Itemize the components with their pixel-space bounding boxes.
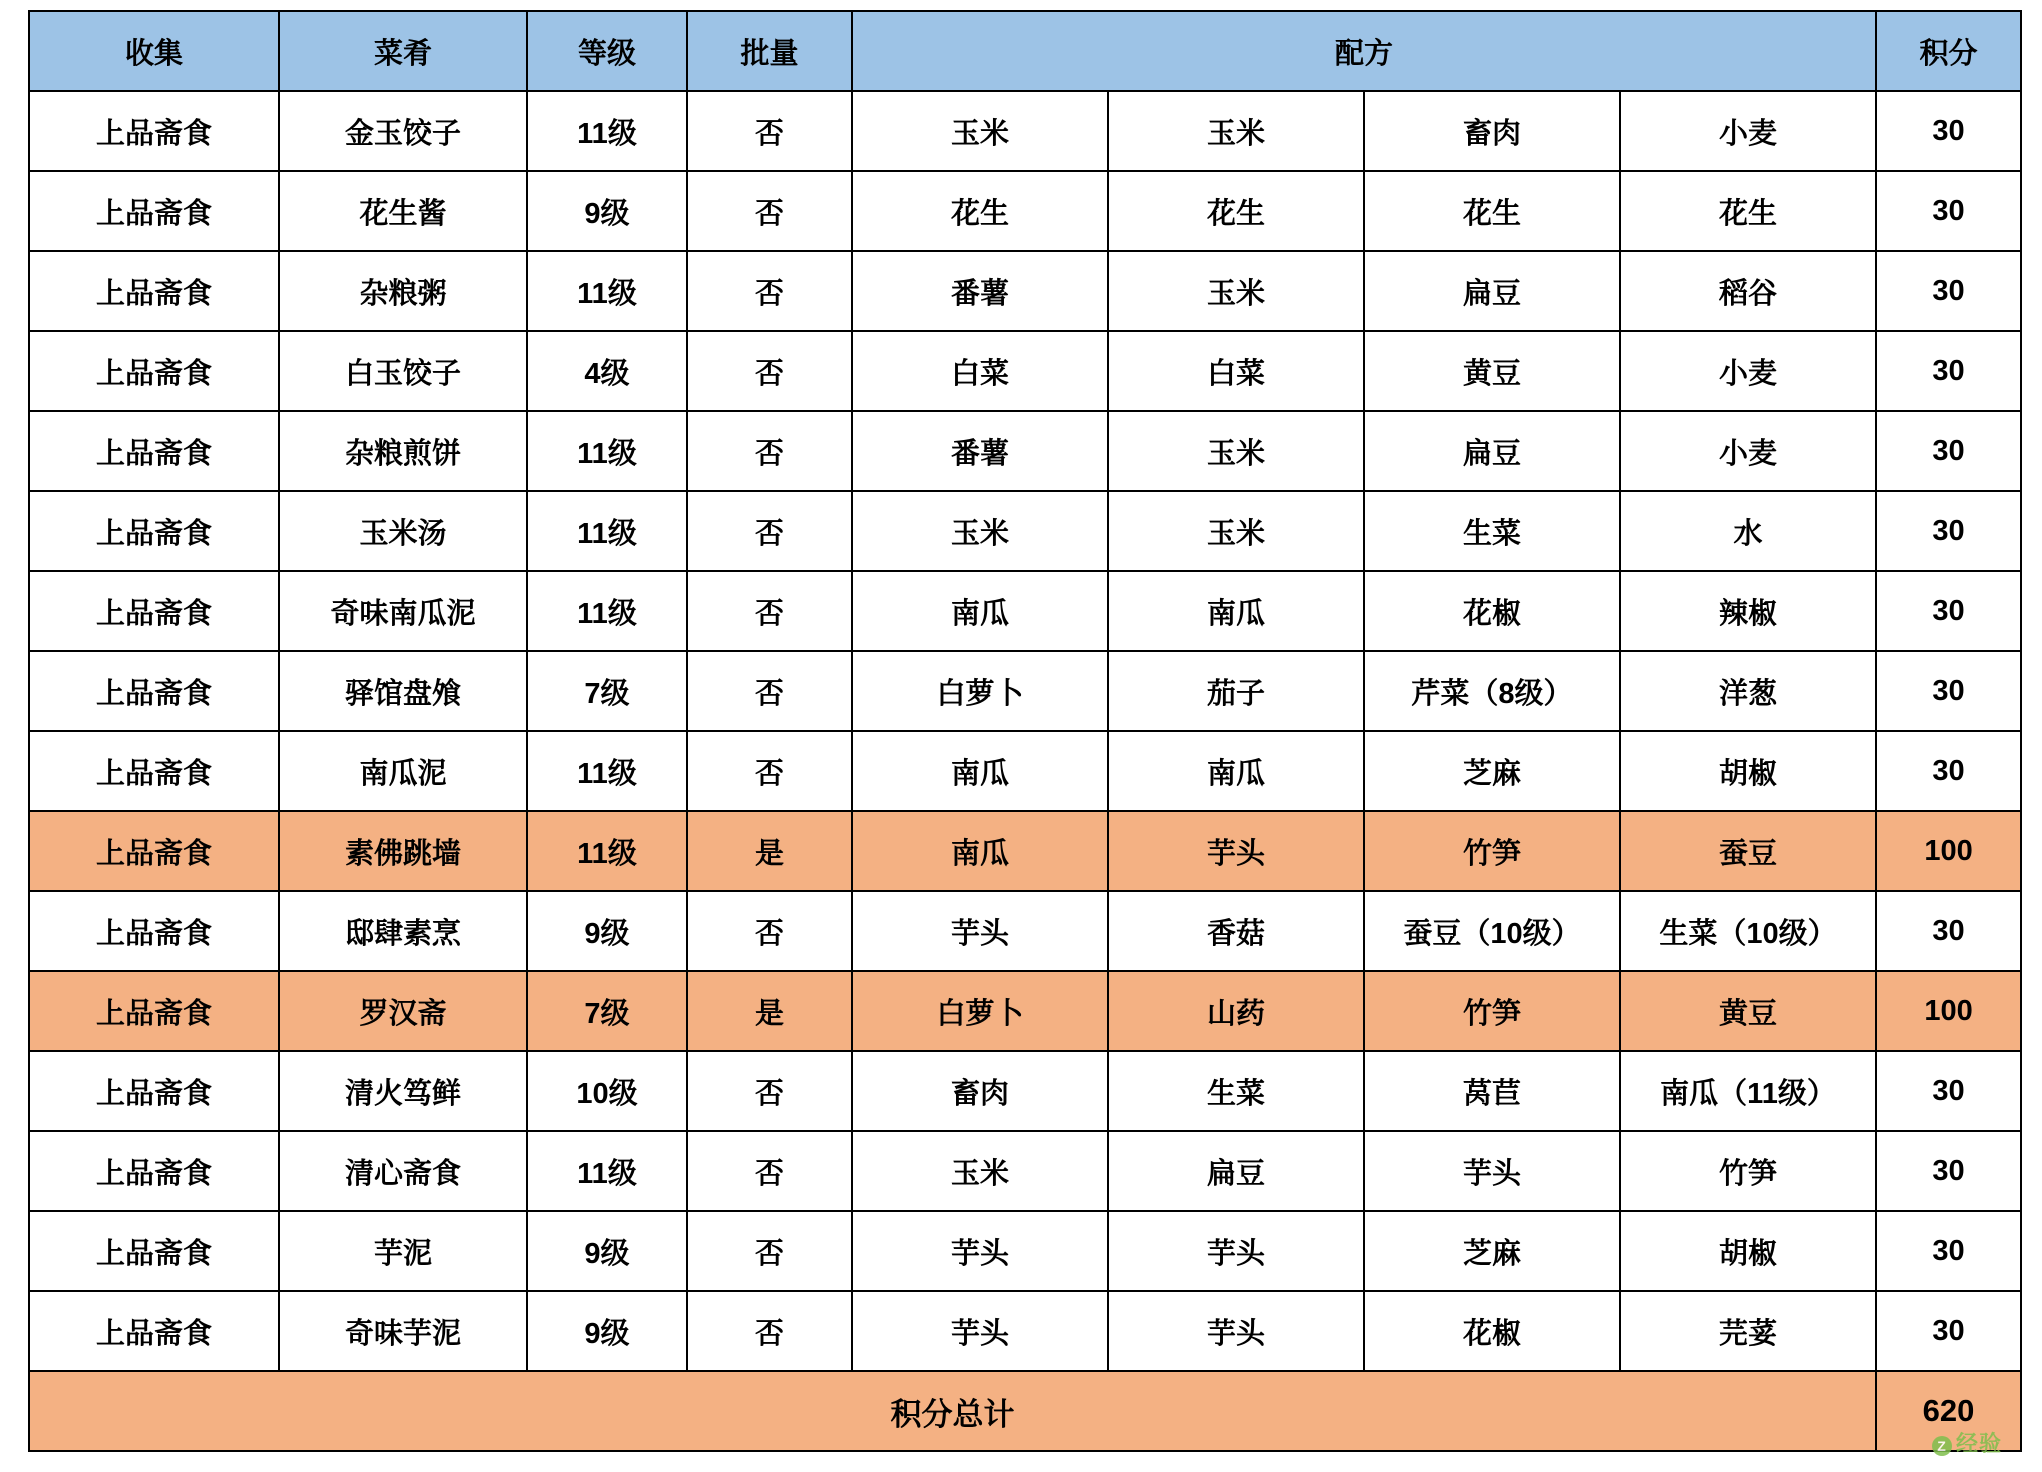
table-row <box>29 571 2021 651</box>
cell-score: 30 <box>1876 1131 2021 1211</box>
cell-batch: 否 <box>687 331 852 411</box>
cell-level: 7级 <box>527 651 687 731</box>
cell-ingredient-4: 稻谷 <box>1620 251 1876 331</box>
cell-ingredient-2: 芋头 <box>1108 1291 1364 1371</box>
cell-score: 100 <box>1876 811 2021 891</box>
cell-level: 11级 <box>527 491 687 571</box>
cell-dish: 清心斋食 <box>279 1131 527 1211</box>
cell-dish: 清火笃鲜 <box>279 1051 527 1131</box>
cell-ingredient-2: 白菜 <box>1108 331 1364 411</box>
table-row <box>29 251 2021 331</box>
cell-ingredient-4: 芫荽 <box>1620 1291 1876 1371</box>
cell-collect: 上品斋食 <box>29 1131 279 1211</box>
cell-dish: 杂粮煎饼 <box>279 411 527 491</box>
cell-ingredient-3: 竹笋 <box>1364 971 1620 1051</box>
cell-ingredient-1: 玉米 <box>852 91 1108 171</box>
cell-dish: 杂粮粥 <box>279 251 527 331</box>
cell-batch: 是 <box>687 811 852 891</box>
cell-ingredient-1: 白萝卜 <box>852 651 1108 731</box>
table-row <box>29 1131 2021 1211</box>
cell-ingredient-3: 黄豆 <box>1364 331 1620 411</box>
cell-dish: 白玉饺子 <box>279 331 527 411</box>
cell-dish: 花生酱 <box>279 171 527 251</box>
cell-ingredient-1: 芋头 <box>852 1291 1108 1371</box>
cell-level: 9级 <box>527 1291 687 1371</box>
watermark <box>1932 1427 2002 1458</box>
cell-batch: 否 <box>687 251 852 331</box>
cell-collect: 上品斋食 <box>29 171 279 251</box>
cell-batch: 否 <box>687 1211 852 1291</box>
cell-ingredient-2: 茄子 <box>1108 651 1364 731</box>
cell-dish: 南瓜泥 <box>279 731 527 811</box>
table-row <box>29 1211 2021 1291</box>
cell-ingredient-1: 芋头 <box>852 1211 1108 1291</box>
cell-ingredient-1: 番薯 <box>852 251 1108 331</box>
cell-ingredient-1: 芋头 <box>852 891 1108 971</box>
header-collect: 收集 <box>29 11 279 91</box>
cell-ingredient-3: 花生 <box>1364 171 1620 251</box>
cell-level: 11级 <box>527 251 687 331</box>
cell-score: 30 <box>1876 571 2021 651</box>
cell-collect: 上品斋食 <box>29 571 279 651</box>
cell-ingredient-1: 玉米 <box>852 491 1108 571</box>
cell-ingredient-1: 花生 <box>852 171 1108 251</box>
cell-ingredient-3: 花椒 <box>1364 1291 1620 1371</box>
cell-collect: 上品斋食 <box>29 491 279 571</box>
cell-level: 11级 <box>527 1131 687 1211</box>
cell-ingredient-1: 南瓜 <box>852 571 1108 651</box>
header-level: 等级 <box>527 11 687 91</box>
cell-collect: 上品斋食 <box>29 1051 279 1131</box>
cell-ingredient-1: 畜肉 <box>852 1051 1108 1131</box>
cell-ingredient-4: 南瓜（11级） <box>1620 1051 1876 1131</box>
cell-level: 10级 <box>527 1051 687 1131</box>
cell-ingredient-4: 水 <box>1620 491 1876 571</box>
cell-collect: 上品斋食 <box>29 331 279 411</box>
cell-ingredient-2: 生菜 <box>1108 1051 1364 1131</box>
header-dish: 菜肴 <box>279 11 527 91</box>
header-row <box>29 11 2021 91</box>
cell-batch: 否 <box>687 1131 852 1211</box>
cell-score: 30 <box>1876 891 2021 971</box>
cell-ingredient-2: 南瓜 <box>1108 571 1364 651</box>
table-row <box>29 1291 2021 1371</box>
cell-collect: 上品斋食 <box>29 971 279 1051</box>
cell-level: 11级 <box>527 811 687 891</box>
table-body <box>29 91 2021 1371</box>
table-row <box>29 811 2021 891</box>
table-row <box>29 891 2021 971</box>
cell-ingredient-4: 胡椒 <box>1620 731 1876 811</box>
cell-batch: 否 <box>687 1291 852 1371</box>
cell-batch: 否 <box>687 731 852 811</box>
table-header <box>29 11 2021 91</box>
cell-dish: 奇味南瓜泥 <box>279 571 527 651</box>
total-value: 620 <box>1876 1371 2021 1451</box>
cell-ingredient-4: 蚕豆 <box>1620 811 1876 891</box>
cell-collect: 上品斋食 <box>29 811 279 891</box>
table-row <box>29 1051 2021 1131</box>
cell-ingredient-4: 小麦 <box>1620 91 1876 171</box>
table-row <box>29 731 2021 811</box>
cell-ingredient-4: 黄豆 <box>1620 971 1876 1051</box>
cell-level: 7级 <box>527 971 687 1051</box>
cell-dish: 驿馆盘飧 <box>279 651 527 731</box>
cell-score: 30 <box>1876 91 2021 171</box>
cell-ingredient-3: 芝麻 <box>1364 731 1620 811</box>
cell-score: 30 <box>1876 1051 2021 1131</box>
cell-level: 11级 <box>527 571 687 651</box>
cell-ingredient-4: 洋葱 <box>1620 651 1876 731</box>
cell-collect: 上品斋食 <box>29 731 279 811</box>
cell-ingredient-1: 白萝卜 <box>852 971 1108 1051</box>
cell-ingredient-3: 畜肉 <box>1364 91 1620 171</box>
cell-level: 9级 <box>527 891 687 971</box>
watermark-text: 经验 <box>1955 1431 2002 1456</box>
table-row <box>29 411 2021 491</box>
cell-batch: 否 <box>687 171 852 251</box>
cell-ingredient-2: 扁豆 <box>1108 1131 1364 1211</box>
cell-dish: 邸肆素烹 <box>279 891 527 971</box>
cell-score: 30 <box>1876 411 2021 491</box>
cell-dish: 素佛跳墙 <box>279 811 527 891</box>
table-row <box>29 491 2021 571</box>
cell-score: 30 <box>1876 731 2021 811</box>
table-footer <box>29 1371 2021 1451</box>
cell-batch: 否 <box>687 891 852 971</box>
cell-dish: 芋泥 <box>279 1211 527 1291</box>
cell-level: 11级 <box>527 731 687 811</box>
table-row <box>29 171 2021 251</box>
table-row <box>29 971 2021 1051</box>
cell-ingredient-3: 竹笋 <box>1364 811 1620 891</box>
cell-score: 100 <box>1876 971 2021 1051</box>
cell-ingredient-4: 小麦 <box>1620 331 1876 411</box>
cell-dish: 奇味芋泥 <box>279 1291 527 1371</box>
recipe-table <box>28 10 2022 1452</box>
cell-score: 30 <box>1876 331 2021 411</box>
cell-batch: 否 <box>687 1051 852 1131</box>
cell-ingredient-4: 生菜（10级） <box>1620 891 1876 971</box>
cell-collect: 上品斋食 <box>29 651 279 731</box>
cell-ingredient-2: 香菇 <box>1108 891 1364 971</box>
cell-collect: 上品斋食 <box>29 251 279 331</box>
cell-level: 9级 <box>527 171 687 251</box>
total-row <box>29 1371 2021 1451</box>
cell-batch: 否 <box>687 91 852 171</box>
cell-ingredient-2: 南瓜 <box>1108 731 1364 811</box>
cell-level: 11级 <box>527 91 687 171</box>
cell-ingredient-2: 玉米 <box>1108 411 1364 491</box>
cell-ingredient-3: 蚕豆（10级） <box>1364 891 1620 971</box>
cell-ingredient-1: 白菜 <box>852 331 1108 411</box>
cell-dish: 玉米汤 <box>279 491 527 571</box>
cell-ingredient-2: 山药 <box>1108 971 1364 1051</box>
header-batch: 批量 <box>687 11 852 91</box>
cell-ingredient-3: 扁豆 <box>1364 251 1620 331</box>
cell-collect: 上品斋食 <box>29 91 279 171</box>
cell-score: 30 <box>1876 251 2021 331</box>
table-row <box>29 91 2021 171</box>
cell-ingredient-2: 芋头 <box>1108 811 1364 891</box>
cell-dish: 罗汉斋 <box>279 971 527 1051</box>
cell-batch: 否 <box>687 491 852 571</box>
cell-ingredient-1: 番薯 <box>852 411 1108 491</box>
cell-ingredient-4: 小麦 <box>1620 411 1876 491</box>
cell-collect: 上品斋食 <box>29 1291 279 1371</box>
header-recipe: 配方 <box>852 11 1876 91</box>
cell-ingredient-2: 芋头 <box>1108 1211 1364 1291</box>
cell-ingredient-3: 扁豆 <box>1364 411 1620 491</box>
cell-score: 30 <box>1876 1211 2021 1291</box>
cell-score: 30 <box>1876 651 2021 731</box>
cell-ingredient-4: 辣椒 <box>1620 571 1876 651</box>
cell-level: 9级 <box>527 1211 687 1291</box>
cell-score: 30 <box>1876 1291 2021 1371</box>
cell-score: 30 <box>1876 171 2021 251</box>
cell-ingredient-3: 芹菜（8级） <box>1364 651 1620 731</box>
cell-ingredient-3: 生菜 <box>1364 491 1620 571</box>
table-row <box>29 331 2021 411</box>
cell-batch: 否 <box>687 411 852 491</box>
cell-batch: 否 <box>687 651 852 731</box>
cell-level: 11级 <box>527 411 687 491</box>
cell-batch: 否 <box>687 571 852 651</box>
watermark-dot-icon: Z <box>1932 1436 1952 1456</box>
cell-dish: 金玉饺子 <box>279 91 527 171</box>
cell-ingredient-3: 花椒 <box>1364 571 1620 651</box>
cell-ingredient-2: 玉米 <box>1108 251 1364 331</box>
cell-ingredient-1: 南瓜 <box>852 811 1108 891</box>
cell-ingredient-2: 花生 <box>1108 171 1364 251</box>
cell-collect: 上品斋食 <box>29 411 279 491</box>
cell-ingredient-3: 芝麻 <box>1364 1211 1620 1291</box>
table-row <box>29 651 2021 731</box>
cell-collect: 上品斋食 <box>29 1211 279 1291</box>
cell-ingredient-1: 玉米 <box>852 1131 1108 1211</box>
cell-collect: 上品斋食 <box>29 891 279 971</box>
cell-ingredient-2: 玉米 <box>1108 491 1364 571</box>
cell-batch: 是 <box>687 971 852 1051</box>
cell-ingredient-3: 芋头 <box>1364 1131 1620 1211</box>
cell-score: 30 <box>1876 491 2021 571</box>
cell-ingredient-4: 花生 <box>1620 171 1876 251</box>
cell-level: 4级 <box>527 331 687 411</box>
total-label: 积分总计 <box>29 1371 1876 1451</box>
cell-ingredient-1: 南瓜 <box>852 731 1108 811</box>
cell-ingredient-3: 莴苣 <box>1364 1051 1620 1131</box>
cell-ingredient-2: 玉米 <box>1108 91 1364 171</box>
header-score: 积分 <box>1876 11 2021 91</box>
cell-ingredient-4: 竹笋 <box>1620 1131 1876 1211</box>
cell-ingredient-4: 胡椒 <box>1620 1211 1876 1291</box>
